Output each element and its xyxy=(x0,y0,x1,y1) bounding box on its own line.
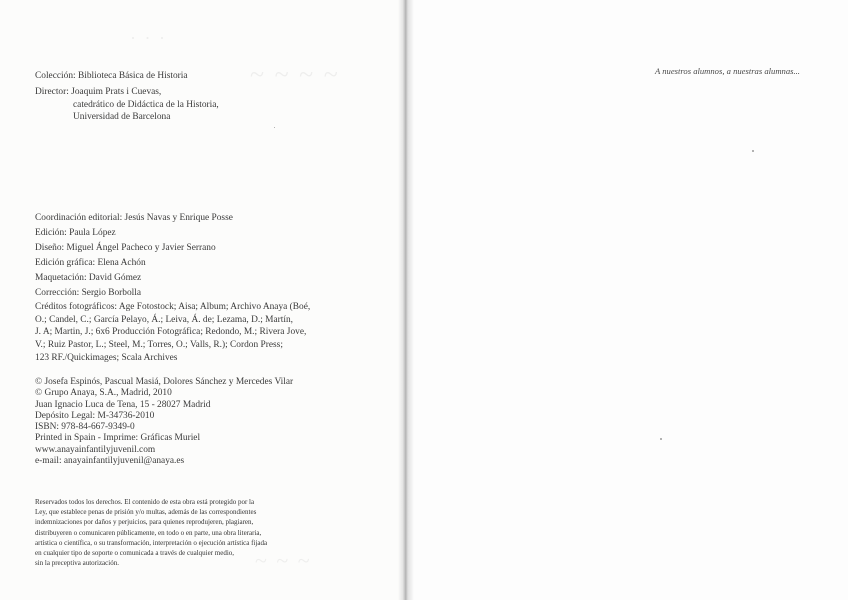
photo-credit-line: O.; Candel, C.; García Pelayo, Á.; Leiva, Á. de; Lezama, D.; Martín, xyxy=(35,314,293,325)
email-line: e-mail: anayainfantilyjuvenil@anaya.es xyxy=(35,456,185,467)
rights-line: Reservados todos los derechos. El contenido de esta obra está protegido por la xyxy=(35,498,255,506)
credit-line: Maquetación: David Gómez xyxy=(35,272,142,283)
rights-line: en cualquier tipo de soporte o comunicada a través de cualquier medio, xyxy=(35,549,235,558)
photo-credit-line: Créditos fotográficos: Age Fotostock; Aisa; Album; Archivo Anaya (Boé, xyxy=(35,301,311,312)
website-line: www.anayainfantilyjuvenil.com xyxy=(35,444,156,455)
copyright-line: © Grupo Anaya, S.A., Madrid, 2010 xyxy=(35,388,172,399)
director-line: Director: Joaquim Prats i Cuevas, xyxy=(35,87,162,97)
paper-speck xyxy=(274,127,275,128)
director-university-line: Universidad de Barcelona xyxy=(73,112,171,122)
book-spine-gutter xyxy=(398,0,414,600)
bleed-through-text: ~ ~ ~ xyxy=(255,548,312,573)
editorial-credits xyxy=(35,211,310,364)
rights-line: artística o científica, o su transformación, interpretación o ejecución artística fijada xyxy=(35,538,268,547)
paper-speck xyxy=(660,438,662,440)
credit-line: Coordinación editorial: Jesús Navas y Enrique Posse xyxy=(35,213,233,223)
collection-line: Colección: Biblioteca Básica de Historia xyxy=(35,71,188,81)
dedication: A nuestros alumnos, a nuestras alumnas... xyxy=(655,66,800,76)
bleed-through-text: ~ ~ ~ ~ xyxy=(250,60,340,89)
rights-line: indemnizaciones por daños y perjuicios, para quienes reprodujeren, plagiaren, xyxy=(35,518,254,527)
legal-deposit-line: Depósito Legal: M-34736-2010 xyxy=(35,410,155,421)
credit-line: Edición: Paula López xyxy=(35,227,116,238)
right-page xyxy=(404,0,848,600)
copyright-line: © Josefa Espinós, Pascual Masiá, Dolores Sánchez y Mercedes Vilar xyxy=(35,377,294,387)
left-page xyxy=(0,0,404,600)
credit-line: Edición gráfica: Elena Achón xyxy=(35,257,146,268)
credit-line: Corrección: Sergio Borbolla xyxy=(35,287,142,298)
director-title-line: catedrático de Didáctica de la Historia, xyxy=(73,99,219,110)
photo-credit-line: V.; Ruiz Pastor, L.; Steel, M.; Torres, O.; Valls, R.); Cordon Press; xyxy=(35,339,283,350)
director-info xyxy=(35,86,219,124)
collection-info xyxy=(35,70,188,83)
rights-line: distribuyeren o comunicaren públicamente, en todo o en parte, una obra literaria, xyxy=(35,528,262,537)
address-line: Juan Ignacio Luca de Tena, 15 - 28027 Madrid xyxy=(35,399,211,410)
isbn-line: ISBN: 978-84-667-9349-0 xyxy=(35,422,135,433)
copyright-block xyxy=(35,377,293,467)
paper-speck xyxy=(752,150,754,152)
photo-credit-line: 123 RF./Quickimages; Scala Archives xyxy=(35,352,178,363)
rights-line: Ley, que establece penas de prisión y/o multas, además de las correspondientes xyxy=(35,508,257,517)
credit-line: Diseño: Miguel Ángel Pacheco y Javier Serrano xyxy=(35,242,216,253)
rights-line: sin la preceptiva autorización. xyxy=(35,559,119,568)
rights-notice xyxy=(35,497,267,568)
bleed-through-text: · · · xyxy=(130,28,167,48)
printer-line: Printed in Spain - Imprime: Gráficas Muriel xyxy=(35,433,201,444)
photo-credit-line: J. A; Martin, J.; 6x6 Producción Fotográfica; Redondo, M.; Rivera Jove, xyxy=(35,327,307,338)
